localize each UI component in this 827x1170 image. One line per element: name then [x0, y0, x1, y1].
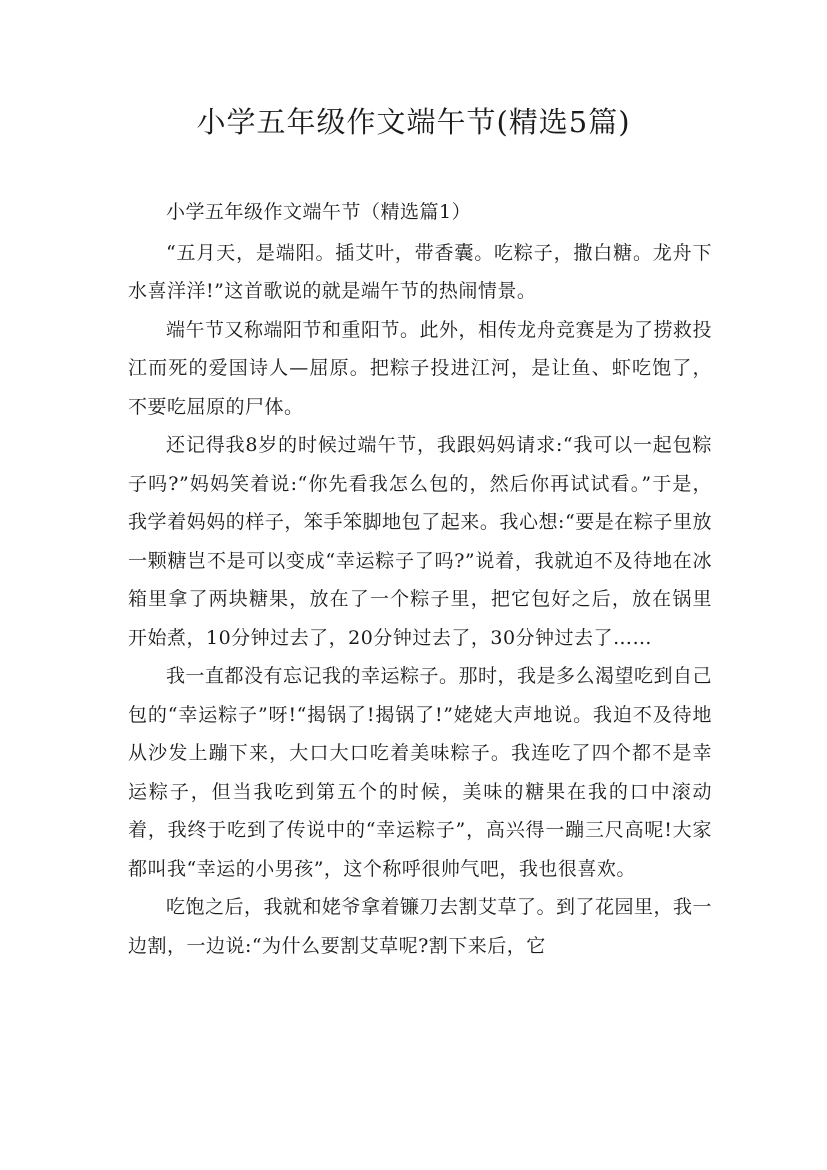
- paragraph: 端午节又称端阳节和重阳节。此外，相传龙舟竞赛是为了捞救投江而死的爱国诗人—屈原。把粽子投进江河，是让鱼、虾吃饱了，不要吃屈原的尸体。: [128, 318, 713, 418]
- paragraph: “五月天，是端阳。插艾叶，带香囊。吃粽子，撒白糖。龙舟下水喜洋洋!”这首歌说的就是端午节的热闹情景。: [128, 241, 712, 302]
- paragraph: 吃饱之后，我就和姥爷拿着镰刀去割艾草了。到了花园里，我一边割，一边说:“为什么要割艾草呢?割下来后，它: [128, 896, 713, 957]
- document-title: 小学五年级作文端午节(精选5篇): [196, 105, 631, 139]
- section-heading: 小学五年级作文端午节（精选篇1）: [166, 201, 472, 223]
- paragraph: 我一直都没有忘记我的幸运粽子。那时，我是多么渴望吃到自己包的“幸运粽子”呀!“揭锅了!揭锅了!”姥姥大声地说。我迫不及待地从沙发上蹦下来，大口大口吃着美味粽子。我连吃了四个都不是幸运粽子，但当我吃到第五个的时候，美味的糖果在我的口中滚动着，我终于吃到了传说中的“幸运粽子”，高兴得一蹦三尺高呢!大家都叫我“幸运的小男孩”，这个称呼很帅气吧，我也很喜欢。: [128, 665, 713, 880]
- document-body: [128, 193, 712, 965]
- paragraph: 还记得我8岁的时候过端午节，我跟妈妈请求:“我可以一起包粽子吗?”妈妈笑着说:“你先看我怎么包的，然后你再试试看。”于是，我学着妈妈的样子，笨手笨脚地包了起来。我心想:“要是在粽子里放一颗糖岂不是可以变成“幸运粽子了吗?”说着，我就迫不及待地在冰箱里拿了两块糖果，放在了一个粽子里，把它包好之后，放在锅里开始煮，10分钟过去了，20分钟过去了，30分钟过去了……: [128, 434, 712, 649]
